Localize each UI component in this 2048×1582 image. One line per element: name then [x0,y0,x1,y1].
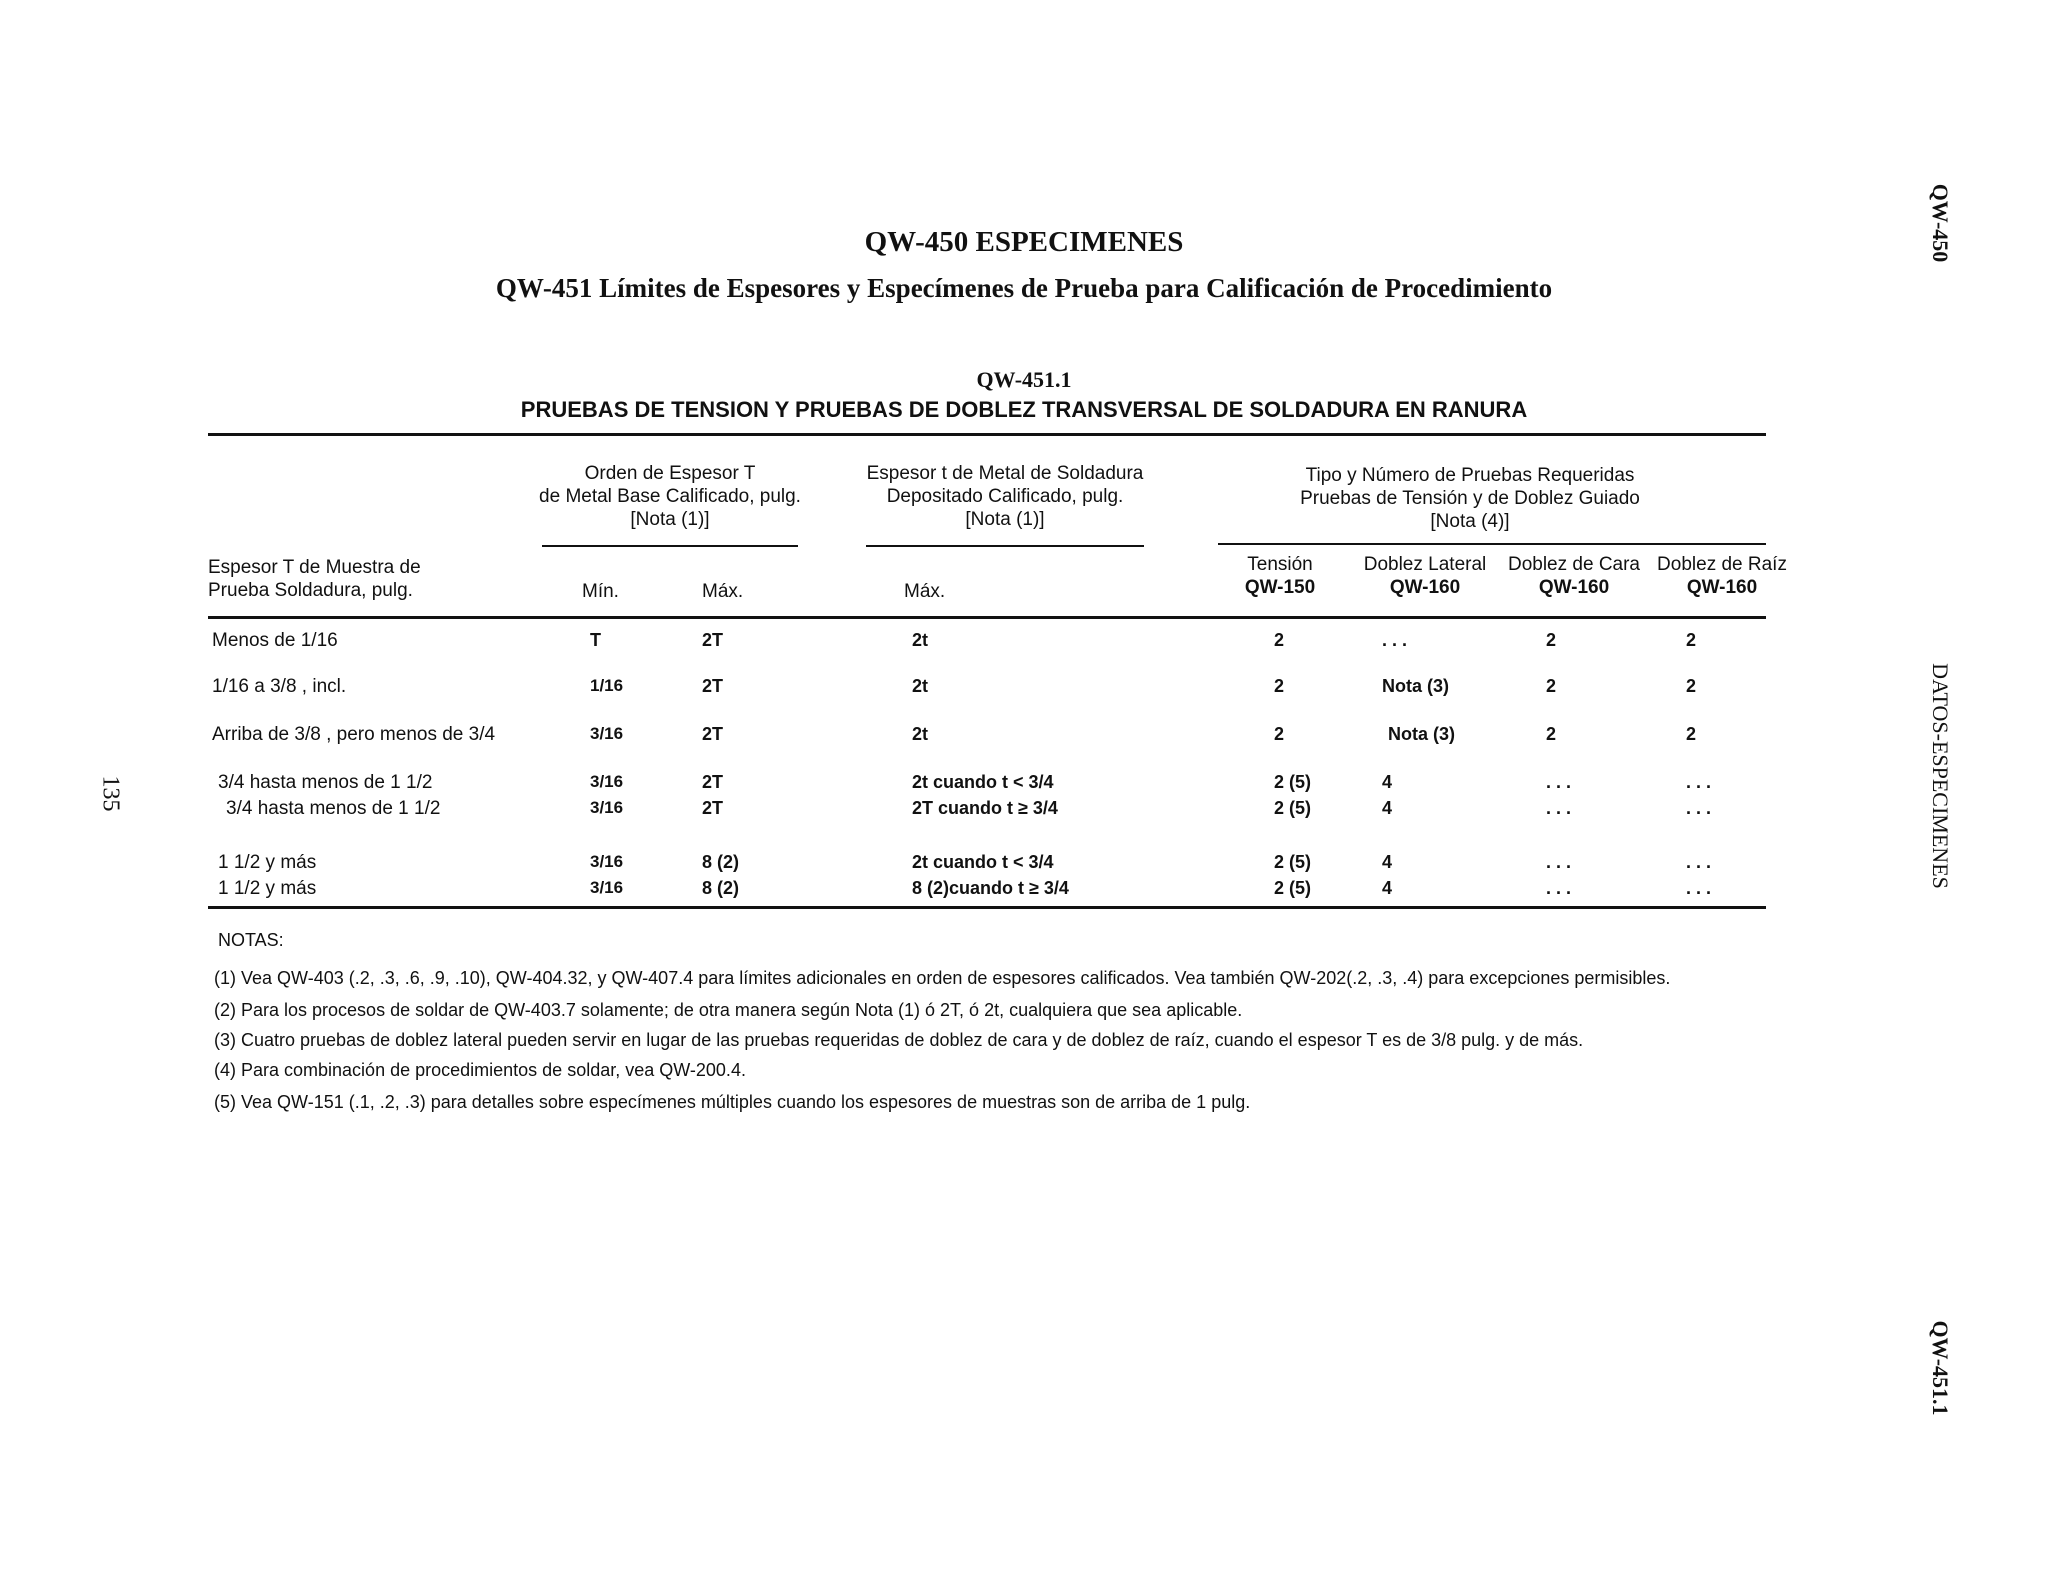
table-bottom-rule [208,906,1766,909]
row-label: 3/4 hasta menos de 1 1/2 [226,798,441,819]
cell-face-bend: . . . [1546,798,1572,818]
row-label: Arriba de 3/8 , pero menos de 3/4 [212,724,496,745]
cell-root-bend: . . . [1686,772,1712,792]
group-rule-tests [1218,543,1766,545]
cell-weld: 2t cuando t < 3/4 [912,852,1054,872]
cell-root-bend: . . . [1686,878,1712,898]
group-header-base: Orden de Espesor T de Metal Base Calificado, pulg. [Nota (1)] [539,463,801,530]
cell-tension: 2 [1274,724,1285,744]
cell-root-bend: . . . [1686,798,1712,818]
cell-weld: 2t cuando t < 3/4 [912,772,1054,792]
note-item: (4) Para combinación de procedimientos de soldar, vea QW-200.4. [214,1060,746,1080]
main-title: QW-450 ESPECIMENES [864,226,1184,258]
col-header-min: Mín. [582,581,619,602]
col-header-specimen: Espesor T de Muestra de Prueba Soldadura, pulg. [208,557,421,601]
side-label-top: QW-450 [1928,183,1953,263]
cell-weld: 2T cuando t ≥ 3/4 [912,798,1058,818]
col-header-root-bend: Doblez de Raíz QW-160 [1657,554,1787,598]
cell-tension: 2 [1274,676,1285,696]
cell-max: 2T [702,724,724,744]
table-title: PRUEBAS DE TENSION Y PRUEBAS DE DOBLEZ TRANSVERSAL DE SOLDADURA EN RANURA [520,397,1528,422]
cell-side-bend: 4 [1382,878,1393,898]
cell-min: 1/16 [590,676,624,695]
cell-side-bend: 4 [1382,772,1393,792]
row-label: 1 1/2 y más [218,852,317,873]
cell-tension: 2 (5) [1274,878,1312,898]
cell-min: 3/16 [590,798,624,817]
row-label: Menos de 1/16 [212,630,338,651]
cell-face-bend: 2 [1546,676,1557,696]
cell-root-bend: . . . [1686,852,1712,872]
row-label: 1 1/2 y más [218,878,317,899]
cell-min: 3/16 [590,852,624,871]
cell-side-bend: Nota (3) [1388,724,1455,744]
cell-max: 2T [702,676,724,696]
col-header-side-bend: Doblez Lateral QW-160 [1363,554,1487,598]
cell-face-bend: . . . [1546,852,1572,872]
cell-max: 2T [702,772,724,792]
cell-side-bend: 4 [1382,798,1393,818]
page-number: 135 [97,775,124,812]
cell-max: 8 (2) [702,852,740,872]
cell-root-bend: 2 [1686,724,1697,744]
cell-min: T [590,630,601,650]
note-item: (3) Cuatro pruebas de doblez lateral pueden servir en lugar de las pruebas requeridas de doblez de cara y de doblez de raíz, cuando el espesor T es de 3/8 pulg. y de más. [214,1030,1584,1050]
table-header-rule [208,616,1766,619]
cell-side-bend: 4 [1382,852,1393,872]
cell-max: 2T [702,630,724,650]
cell-face-bend: 2 [1546,724,1557,744]
note-item: (2) Para los procesos de soldar de QW-403.7 solamente; de otra manera según Nota (1) ó 2T, ó 2t, cualquiera que sea aplicable. [214,1000,1243,1020]
col-header-face-bend: Doblez de Cara QW-160 [1507,554,1641,598]
cell-min: 3/16 [590,772,624,791]
cell-root-bend: 2 [1686,630,1697,650]
cell-weld: 2t [912,676,929,696]
cell-tension: 2 (5) [1274,852,1312,872]
cell-root-bend: 2 [1686,676,1697,696]
cell-side-bend: . . . [1382,630,1408,650]
cell-tension: 2 (5) [1274,772,1312,792]
cell-weld: 2t [912,630,929,650]
note-item: (1) Vea QW-403 (.2, .3, .6, .9, .10), QW-404.32, y QW-407.4 para límites adicionales en orden de espesores calificados. Vea también QW-202(.2, .3, .4) para excepciones permisibles. [214,968,1671,988]
group-header-weld: Espesor t de Metal de Soldadura Depositado Calificado, pulg. [Nota (1)] [866,463,1144,530]
cell-weld: 8 (2)cuando t ≥ 3/4 [912,878,1069,898]
group-rule-weld [866,545,1144,547]
note-item: (5) Vea QW-151 (.1, .2, .3) para detalles sobre especímenes múltiples cuando los espesores de muestras son de arriba de 1 pulg. [214,1092,1251,1112]
row-label: 1/16 a 3/8 , incl. [212,676,347,697]
side-label-bottom: QW-451.1 [1928,1320,1953,1416]
cell-tension: 2 [1274,630,1285,650]
table-code: QW-451.1 [976,367,1072,392]
row-label: 3/4 hasta menos de 1 1/2 [218,772,433,793]
sub-title: QW-451 Límites de Espesores y Especímenes de Prueba para Calificación de Procedimiento [495,273,1553,303]
cell-face-bend: 2 [1546,630,1557,650]
col-header-max: Máx. [702,581,744,602]
table-top-rule [208,433,1766,436]
cell-weld: 2t [912,724,929,744]
cell-side-bend: Nota (3) [1382,676,1449,696]
group-header-tests: Tipo y Número de Pruebas Requeridas Pruebas de Tensión y de Doblez Guiado [Nota (4)] [1300,465,1640,532]
cell-min: 3/16 [590,724,624,743]
cell-min: 3/16 [590,878,624,897]
cell-max: 2T [702,798,724,818]
cell-max: 8 (2) [702,878,740,898]
cell-face-bend: . . . [1546,878,1572,898]
notes-heading: NOTAS: [218,930,284,950]
group-rule-base [542,545,798,547]
col-header-weld-max: Máx. [904,581,946,602]
side-label-middle: DATOS-ESPECIMENES [1928,663,1953,889]
col-header-tension: Tensión QW-150 [1244,554,1316,598]
cell-face-bend: . . . [1546,772,1572,792]
cell-tension: 2 (5) [1274,798,1312,818]
